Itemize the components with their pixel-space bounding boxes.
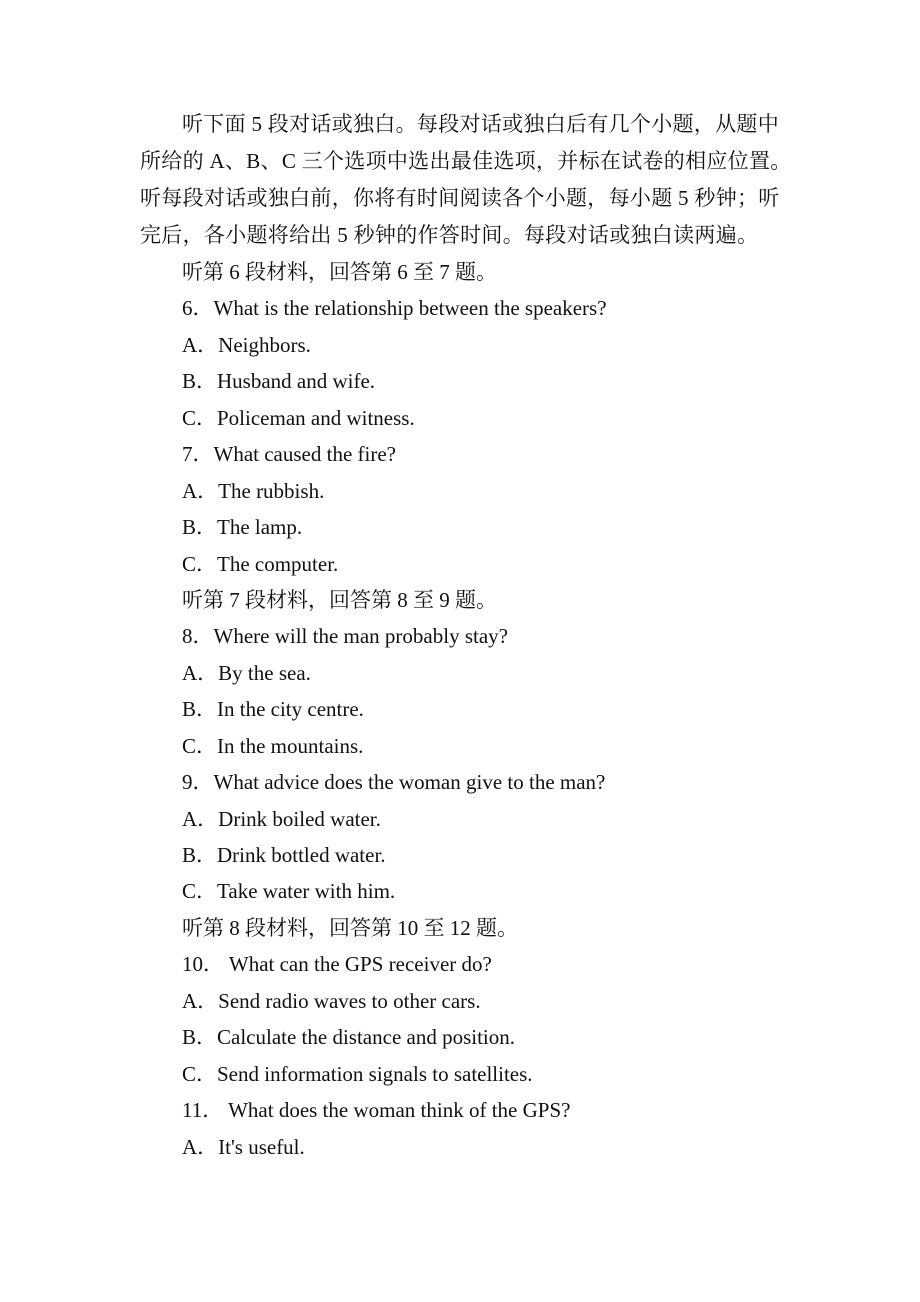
question-9-option-c: C．Take water with him. — [182, 879, 396, 904]
question-list — [182, 254, 802, 1165]
question-8-option-a: A．By the sea. — [182, 660, 311, 685]
question-6-option-b: B．Husband and wife. — [182, 369, 376, 394]
instructions-line: 听每段对话或独白前，你将有时间阅读各个小题，每小题 5 秒钟；听 — [140, 186, 780, 210]
question-8-option-b: B．In the city centre. — [182, 697, 364, 722]
question-9-option-a: A．Drink boiled water. — [182, 806, 381, 831]
instructions-line: 所给的 A、B、C 三个选项中选出最佳选项，并标在试卷的相应位置。 — [140, 149, 792, 173]
question-10: 10． What can the GPS receiver do? — [182, 952, 492, 977]
question-11: 11． What does the woman think of the GPS? — [182, 1098, 571, 1123]
question-6-option-c: C．Policeman and witness. — [182, 405, 415, 430]
question-7-option-c: C．The computer. — [182, 551, 339, 576]
question-9-option-b: B．Drink bottled water. — [182, 843, 386, 867]
question-7: 7．What caused the fire? — [182, 442, 396, 467]
question-9: 9．What advice does the woman give to the man? — [182, 770, 606, 795]
question-8-option-c: C．In the mountains. — [182, 733, 364, 758]
instructions-paragraph — [140, 106, 792, 254]
section-heading: 听第 7 段材料，回答第 8 至 9 题。 — [182, 587, 497, 612]
question-6: 6．What is the relationship between the speakers? — [182, 296, 607, 321]
question-10-option-a: A．Send radio waves to other cars. — [182, 988, 481, 1013]
section-heading: 听第 8 段材料，回答第 10 至 12 题。 — [182, 915, 518, 940]
instructions-line: 听下面 5 段对话或独白。每段对话或独白后有几个小题，从题中 — [182, 112, 779, 136]
question-11-option-a: A．It's useful. — [182, 1134, 305, 1159]
section-heading: 听第 6 段材料，回答第 6 至 7 题。 — [182, 260, 497, 284]
question-8: 8．Where will the man probably stay? — [182, 624, 508, 649]
question-6-option-a: A．Neighbors. — [182, 332, 311, 357]
question-10-option-c: C．Send information signals to satellites. — [182, 1061, 533, 1086]
question-10-option-b: B．Calculate the distance and position. — [182, 1025, 516, 1050]
question-7-option-a: A．The rubbish. — [182, 478, 325, 503]
question-7-option-b: B．The lamp. — [182, 515, 303, 540]
instructions-line: 完后，各小题将给出 5 秒钟的作答时间。每段对话或独白读两遍。 — [140, 223, 759, 247]
